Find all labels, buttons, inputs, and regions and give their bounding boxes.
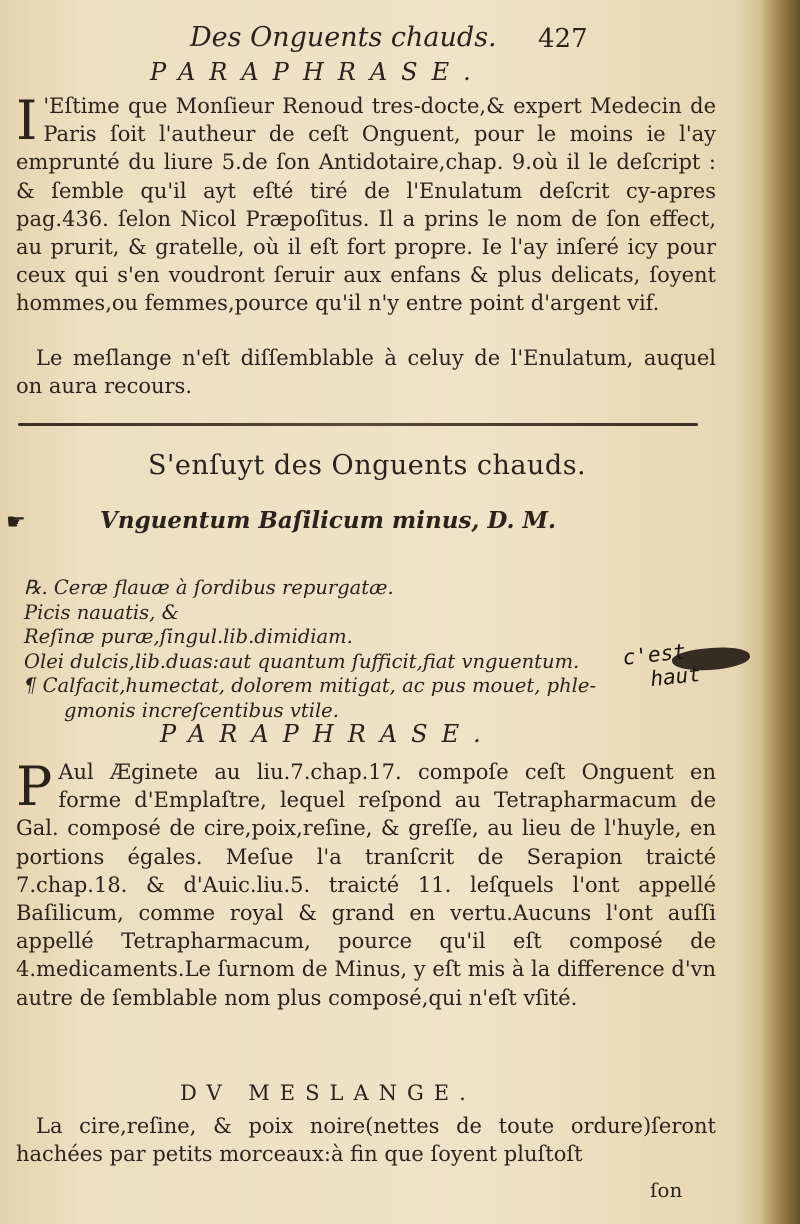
recipe-title: Vnguentum Baſilicum minus, D. M. xyxy=(100,507,557,534)
drop-cap: I xyxy=(16,89,38,152)
drop-cap: P xyxy=(16,755,53,818)
page-header xyxy=(190,20,610,62)
page-binding-shadow xyxy=(760,0,800,1224)
section-divider xyxy=(18,423,698,426)
recipe-line: ℞. Ceræ flauæ à ſordibus repurgatæ. xyxy=(24,576,394,599)
paragraph-text: Aul Æginete au liu.7.chap.17. compoſe ceſt Onguent en forme d'Emplaſtre, lequel reſpond au Tetrapharmacum de Gal. composé de cire,poix,reſine, & greſſe, au lieu de l'huyle, en portions égales. Meſue l'a tranſcrit de Serapion traicté 7.chap.18. & d'Auic.liu.5. traicté 11. leſquels l'ont appellé Baſilicum, comme royal & grand en vertu.Aucuns l'ont auſſi appellé Tetrapharmacum, pource qu'il eſt composé de 4.medicaments.Le ſurnom de Minus, y eſt mis à la difference d'vn autre de ſemblable nom plus composé,qui n'eſt vſité. xyxy=(16,760,716,1010)
paragraph-intro xyxy=(16,89,716,318)
recipe-line: Reſinæ puræ,ſingul.lib.dimidiam. xyxy=(24,625,353,649)
paragraph-paraphrase xyxy=(16,755,716,1012)
paragraph-meslange: La cire,reſine, & poix noire(nettes de toute ordure)ſeront hachées par petits morceaux:à fin que ſoyent pluſtoſt xyxy=(16,1114,716,1167)
recipe-block xyxy=(24,576,684,724)
running-title: Des Onguents chauds. xyxy=(190,22,497,53)
subheading-meslange: DV MESLANGE. xyxy=(180,1081,476,1105)
recipe-line: Picis nauatis, & xyxy=(24,600,179,624)
handwritten-margin-note: c'est haut xyxy=(621,639,702,694)
recipe-line: Olei dulcis,lib.duas:aut quantum ſufficit,fiat vnguentum. xyxy=(24,649,580,673)
pointing-hand-icon: ☛ xyxy=(6,510,26,535)
paraphrase-heading: PARAPHRASE. xyxy=(150,58,485,86)
catchword: ſon xyxy=(650,1178,683,1202)
section-title: S'enſuyt des Onguents chauds. xyxy=(148,450,587,481)
paragraph-text: 'Eſtime que Monſieur Renoud tres-docte,& expert Medecin de Paris ſoit l'autheur de ceſt Onguent, pour le moins ie l'ay emprunté du liure 5.de ſon Antidotaire,chap. 9.où il le deſcript : & ſemble qu'il ayt eſté tiré de l'Enulatum deſcrit cy-apres pag.436. ſelon Nicol Præpoſitus. Il a prins le nom de ſon effect, au prurit, & gratelle, où il eſt fort propre. Ie l'ay inſeré icy pour ceux qui s'en voudront ſeruir aux enfans & plus delicats, ſoyent hommes,ou femmes,pource qu'il n'y entre point d'argent vif. xyxy=(16,94,716,316)
recipe-line: ¶ Calfacit,humectat, dolorem mitigat, ac pus mouet, phle- xyxy=(24,674,597,698)
page-number: 427 xyxy=(538,24,588,54)
recipe-line: gmonis increſcentibus vtile. xyxy=(64,698,339,722)
paraphrase-heading-2: PARAPHRASE. xyxy=(160,720,495,748)
paragraph-mixture-note: Le meſlange n'eſt diſſemblable à celuy de l'Enulatum, auquel on aura recours. xyxy=(16,346,716,399)
